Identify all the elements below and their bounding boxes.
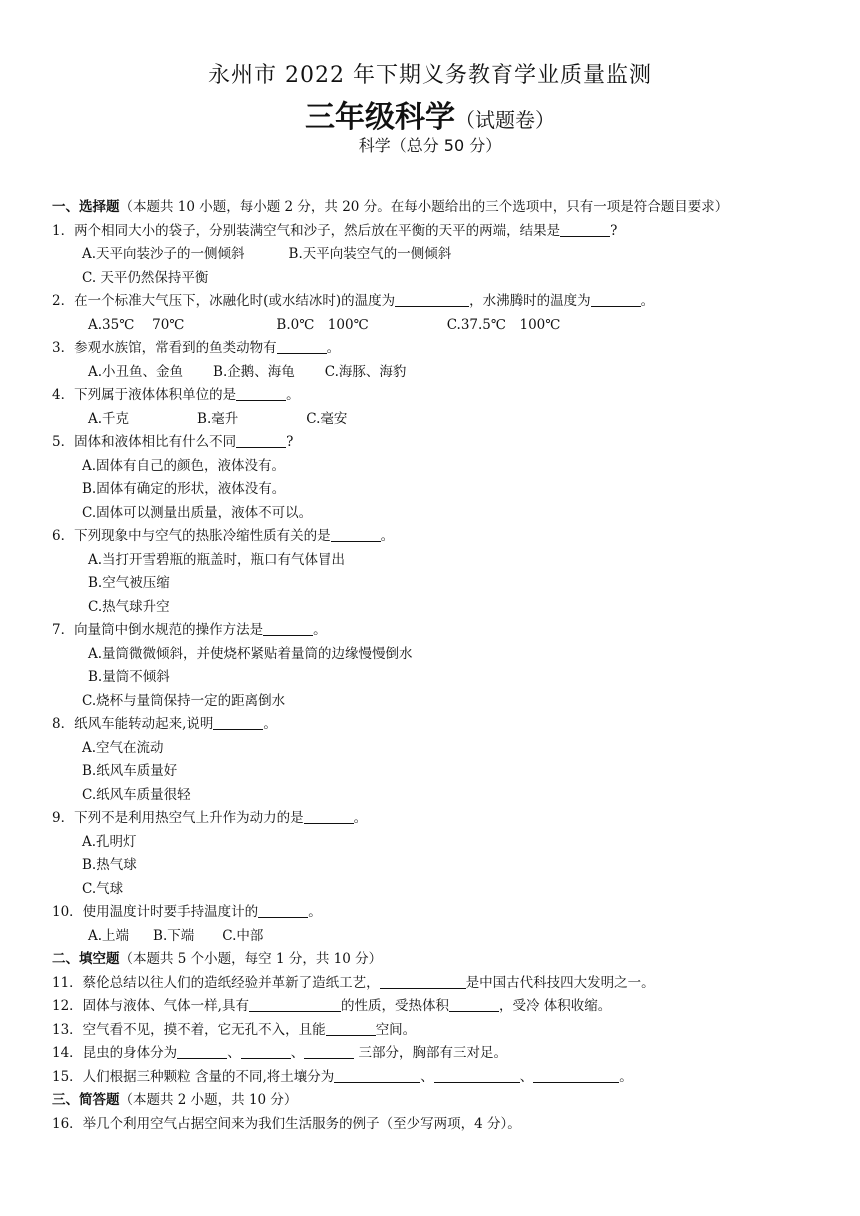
answer-blank <box>560 220 610 237</box>
options-row <box>52 478 842 502</box>
option-c: C.热气球升空 <box>88 598 170 615</box>
subtitle-paren: （试题卷） <box>455 108 555 132</box>
question-text: 4．下列属于液体体积单位的是 <box>52 387 237 403</box>
section1-desc: （本题共 10 小题，每小题 2 分，共 20 分。在每小题给出的三个选项中，只有一项是符合题目要求） <box>119 199 729 215</box>
question-15 <box>52 1066 842 1090</box>
option-c: C.中部 <box>222 927 264 944</box>
options-row <box>52 925 842 949</box>
option-a: A.天平向装沙子的一侧倾斜 <box>82 246 245 262</box>
options-row <box>52 314 842 338</box>
option-a: A.上端 <box>88 927 130 944</box>
section2-desc: （本题共 5 个小题，每空 1 分，共 10 分） <box>119 951 383 967</box>
question-end: ? <box>610 222 618 239</box>
answer-blank <box>304 1042 354 1059</box>
options-row <box>52 596 842 620</box>
option-c: C.毫安 <box>306 410 348 427</box>
option-b: B.下端 <box>153 927 195 944</box>
question-11 <box>52 972 842 996</box>
question-end: 是中国古代科技四大发明之一。 <box>465 974 655 991</box>
question-10 <box>52 901 842 925</box>
question-text: 14．昆虫的身体分为 <box>52 1045 178 1061</box>
question-end: 。 <box>640 293 655 309</box>
question-text: 2．在一个标准大气压下，冰融化时(或水结冰时)的温度为 <box>52 293 396 309</box>
answer-blank <box>395 290 469 307</box>
options-row <box>52 643 842 667</box>
option-a: A.量筒微微倾斜，并使烧杯紧贴着量筒的边缘慢慢倒水 <box>88 645 413 662</box>
separator: 、 <box>519 1068 534 1085</box>
question-text: 6．下列现象中与空气的热胀冷缩性质有关的是 <box>52 528 331 544</box>
answer-blank <box>236 431 286 448</box>
option-c: C.气球 <box>82 880 124 897</box>
question-4 <box>52 384 842 408</box>
question-text: 12．固体与液体、气体一样,具有 <box>52 998 249 1014</box>
option-a: A.固体有自己的颜色，液体没有。 <box>82 457 286 474</box>
answer-blank <box>304 807 354 824</box>
section2-title: 二、填空题 <box>52 951 120 967</box>
question-text: 10．使用温度计时要手持温度计的 <box>52 904 259 920</box>
question-text: 1．两个相同大小的袋子，分别装满空气和沙子，然后放在平衡的天平的两端，结果是 <box>52 222 561 239</box>
answer-blank <box>277 337 327 354</box>
question-end: 。 <box>286 387 300 403</box>
option-b: B.0℃ 100℃ <box>276 316 369 333</box>
question-end: 。 <box>326 340 341 356</box>
options-row <box>52 572 842 596</box>
exam-score: 科学（总分 50 分） <box>358 136 502 155</box>
question-text: 16．举几个利用空气占据空间来为我们生活服务的例子（至少写两项，4 分）。 <box>52 1115 521 1132</box>
option-c: C. 天平仍然保持平衡 <box>82 269 209 286</box>
question-text-mid: ，水沸腾时的温度为 <box>469 293 591 309</box>
option-b: B.天平向装空气的一侧倾斜 <box>288 246 452 262</box>
question-text: 3．参观水族馆，常看到的鱼类动物有 <box>52 340 277 356</box>
question-6 <box>52 525 842 549</box>
question-text: 7．向量筒中倒水规范的操作方法是 <box>52 622 264 638</box>
section-heading <box>52 1089 842 1113</box>
answer-blank <box>241 1042 291 1059</box>
option-a: A.空气在流动 <box>82 739 164 756</box>
question-3 <box>52 337 842 361</box>
options-row <box>52 408 842 432</box>
question-text: 8．纸风车能转动起来,说明 <box>52 716 214 732</box>
options-row <box>52 737 842 761</box>
question-16 <box>52 1113 842 1137</box>
question-7 <box>52 619 842 643</box>
option-a: A.35℃ 70℃ <box>88 316 185 333</box>
answer-blank <box>434 1066 520 1083</box>
option-b: B.热气球 <box>82 857 137 873</box>
option-a: A.当打开雪碧瓶的瓶盖时，瓶口有气体冒出 <box>88 551 346 568</box>
options-row <box>52 831 842 855</box>
question-end: ，受冷 体积收缩。 <box>498 998 612 1014</box>
question-8 <box>52 713 842 737</box>
question-5 <box>52 431 842 455</box>
option-c: C.烧杯与量筒保持一定的距离倒水 <box>82 692 286 709</box>
answer-blank <box>263 619 313 636</box>
options-row <box>52 690 842 714</box>
question-text-mid: 的性质，受热体积 <box>340 998 449 1014</box>
option-a: A.千克 <box>88 410 130 427</box>
answer-blank <box>331 525 381 542</box>
section3-desc: （本题共 2 小题，共 10 分） <box>119 1092 298 1108</box>
question-end: 。 <box>353 810 368 826</box>
options-row <box>52 267 842 291</box>
question-12 <box>52 995 842 1019</box>
option-b: B.毫升 <box>197 410 239 427</box>
question-end: 空间。 <box>375 1021 417 1038</box>
option-b: B.固体有确定的形状，液体没有。 <box>82 481 286 497</box>
answer-blank <box>334 1066 420 1083</box>
answer-blank <box>533 1066 619 1083</box>
options-row <box>52 784 842 808</box>
question-end: 。 <box>313 622 327 638</box>
option-c: C.37.5℃ 100℃ <box>446 316 561 333</box>
section1-title: 一、选择题 <box>52 199 120 215</box>
subtitle-main: 三年级科学 <box>305 100 455 135</box>
question-end: 。 <box>380 528 395 544</box>
option-a: A.小丑鱼、金鱼 <box>88 363 184 380</box>
separator: 、 <box>420 1068 434 1085</box>
separator: 、 <box>290 1045 305 1061</box>
question-2 <box>52 290 842 314</box>
option-a: A.孔明灯 <box>82 833 137 850</box>
option-b: B.企鹅、海龟 <box>213 363 295 380</box>
options-row <box>52 549 842 573</box>
option-c: C.固体可以测量出质量，液体不可以。 <box>82 504 313 521</box>
option-b: B.量筒不倾斜 <box>88 669 170 685</box>
answer-blank <box>326 1019 376 1036</box>
section3-title: 三、简答题 <box>52 1092 120 1108</box>
options-row <box>52 243 842 267</box>
question-text: 13．空气看不见，摸不着，它无孔不入，且能 <box>52 1021 326 1038</box>
section-heading <box>52 948 842 972</box>
answer-blank <box>258 901 308 918</box>
question-end: 。 <box>308 904 322 920</box>
question-end: 三部分，胸部有三对足。 <box>354 1045 507 1061</box>
options-row <box>52 361 842 385</box>
options-row <box>52 666 842 690</box>
question-text: 5．固体和液体相比有什么不同 <box>52 434 237 450</box>
option-c: C.海豚、海豹 <box>324 363 407 380</box>
answer-blank <box>213 713 263 730</box>
answer-blank <box>380 972 466 989</box>
question-1 <box>52 220 842 244</box>
separator: 、 <box>227 1045 241 1061</box>
options-row <box>52 502 842 526</box>
question-end: 。 <box>263 716 277 732</box>
answer-blank <box>249 995 341 1012</box>
options-row <box>52 878 842 902</box>
option-c: C.纸风车质量很轻 <box>82 786 191 803</box>
options-row <box>52 455 842 479</box>
options-row <box>52 760 842 784</box>
question-9 <box>52 807 842 831</box>
section-heading <box>52 196 842 220</box>
answer-blank <box>591 290 641 307</box>
question-13 <box>52 1019 842 1043</box>
exam-body <box>52 196 842 1136</box>
answer-blank <box>177 1042 227 1059</box>
question-end: 。 <box>619 1068 633 1085</box>
answer-blank <box>449 995 499 1012</box>
question-text: 9．下列不是利用热空气上升作为动力的是 <box>52 810 304 826</box>
question-end: ? <box>286 434 294 450</box>
question-14 <box>52 1042 842 1066</box>
option-b: B.纸风车质量好 <box>82 763 178 779</box>
option-b: B.空气被压缩 <box>88 575 170 591</box>
exam-subtitle <box>0 92 860 136</box>
exam-title: 永州市 2022 年下期义务教育学业质量监测 <box>208 63 652 88</box>
question-text: 11．蔡伦总结以往人们的造纸经验并革新了造纸工艺， <box>52 974 380 991</box>
answer-blank <box>236 384 286 401</box>
options-row <box>52 854 842 878</box>
question-text: 15．人们根据三种颗粒 含量的不同,将土壤分为 <box>52 1068 335 1085</box>
